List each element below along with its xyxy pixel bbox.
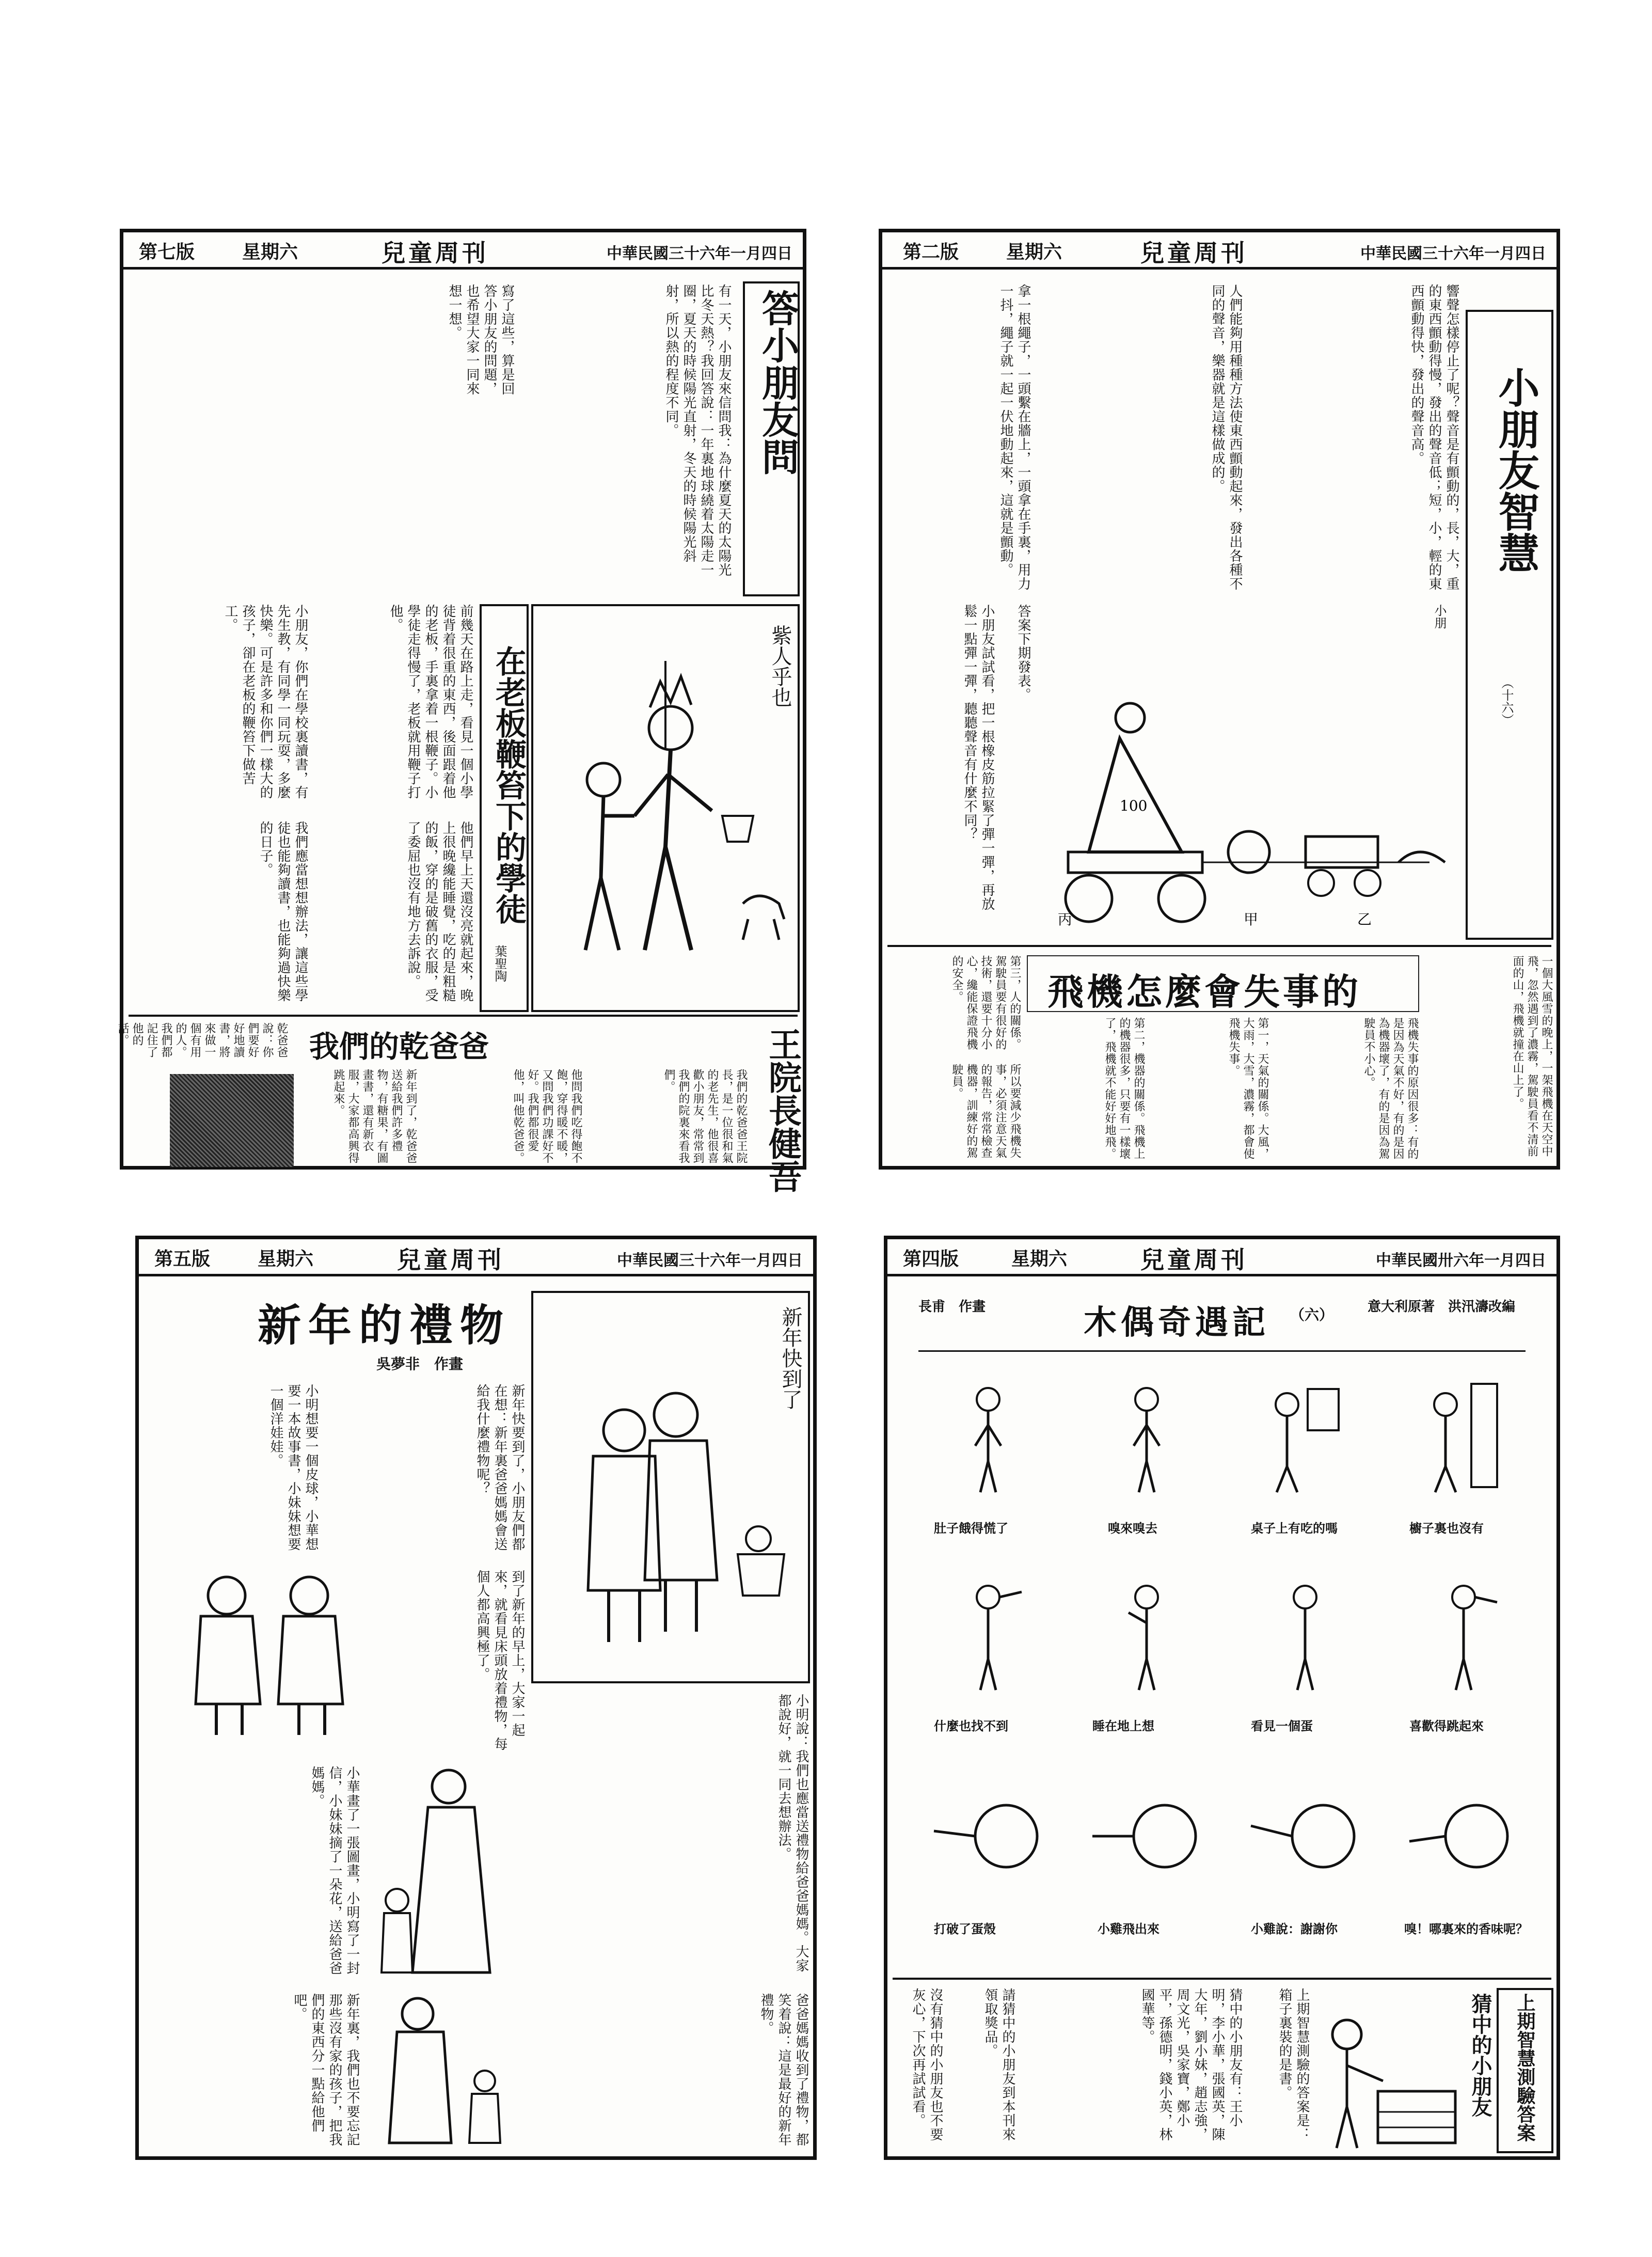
page-1-masthead [123,232,803,270]
column-number: （十六） [1499,676,1514,726]
pulley-diagram [1037,697,1460,935]
comic-caption: 桌子上有吃的嗎 [1251,1521,1338,1536]
text-block: 請猜中的小朋友到本刊來領取獎品。 [982,1988,1015,2141]
text-block: 人們能夠用種種方法使東西顫動起來，發出各種不同的聲音，樂器就是這樣做成的。 [1210,284,1243,591]
text-block: 新年裏，我們也不要忘記那些沒有家的孩子，把我們的東西分一點給他們吧。 [292,1993,360,2146]
feature-title: 新年的禮物 [258,1300,511,1351]
story-title: 我們的乾爸爸 [309,1029,489,1064]
comic-panel [1225,1566,1384,1769]
comic-caption: 什麼也找不到 [934,1718,1008,1733]
text-block: 爸爸媽媽收到了禮物，都笑着說：這是最好的新年禮物。 [758,1993,809,2146]
pinocchio-figure [1123,1384,1170,1497]
text-block: 猜中的小朋友有：王小明，李小華，張國英，陳大年，劉小妹，趙志強，周文光，吳家寶，鄭小平，孫德明，錢小英，林國華等。 [1139,1988,1243,2141]
comic-caption: 嗅！哪裏來的香味呢？ [1404,1921,1528,1936]
text-block: 答案下期發表。 [1015,604,1031,702]
text-block: 新年快要到了，小朋友們都在想：新年裏爸爸媽媽會送給我什麼禮物呢？ [474,1384,525,1551]
comic-caption: 打破了蛋殼 [934,1921,996,1936]
page-2-masthead [882,232,1556,270]
feature-number: （六） [1290,1306,1334,1323]
pinocchio-figure [1415,1384,1507,1497]
diagram-label: 乙 [1357,911,1372,928]
masthead-weekday: 星期六 [1011,1248,1068,1270]
story-subtitle: 王院長健吾 [763,1028,802,1193]
mother-child-illustration [366,1766,521,1993]
masthead-edition: 第七版 [139,241,195,263]
comic-caption: 小雞飛出來 [1098,1921,1159,1936]
text-block: 第三，人的關係。駕駛員要有很好的技術，還要十分小心，纔能保證飛機的安全。 [950,955,1021,1050]
page-4-masthead [887,1239,1556,1276]
text-block: 飛機失事的原因很多：有的是因為天氣不好，有的是因為機器壞了，有的是因為駕駛員不小心。 [1362,1017,1419,1160]
comic-panel [908,1566,1067,1769]
apprentice-illustration [536,661,795,1002]
text-block: 小明說：我們也應當送禮物給爸爸媽媽。大家都說好，就一同去想辦法。 [776,1694,809,1972]
feature-byline: 吳夢非 作畫 [376,1355,464,1372]
masthead-weekday: 星期六 [258,1248,314,1270]
text-block: 所以要減少飛機失事，必須注意天氣的報告，常常檢查機器，訓練好的駕駛員。 [950,1064,1021,1159]
comic-panel [1067,1363,1225,1566]
comic-caption: 嗅來嗅去 [1108,1521,1157,1536]
pinocchio-face [1404,1785,1523,1888]
text-block: 有一天，小朋友來信問我：為什麼夏天的太陽光比冬天熱？我回答說：一年裏地球繞着太陽走一圈，夏天的時候陽光直射，冬天的時候陽光斜射，所以熱的程度不同。 [663,284,732,577]
diagram-label: 丙 [1058,911,1073,928]
comic-caption: 看見一個蛋 [1251,1718,1313,1733]
diagram-label: 甲 [1244,911,1259,928]
masthead-title: 兒童周刊 [1140,1246,1248,1274]
newspaper-page-2 [879,229,1560,1170]
page-3-masthead [139,1239,813,1276]
pinocchio-figure [949,1582,1027,1695]
masthead-edition: 第五版 [154,1248,211,1270]
text-block: 我們應當想想辦法，讓這些學徒也能夠讀書，也能夠過快樂的日子。 [258,821,308,1002]
text-block: 小明想要一個皮球，小華想要一本故事書，小妹妹想要一個洋娃娃。 [268,1384,319,1551]
comic-caption: 小雞說：謝謝你 [1251,1921,1338,1936]
grandfather-illustration [366,1993,521,2148]
text-block: 第一，天氣的關係。大風，大雨，大雪，濃霧，都會使飛機失事。 [1227,1017,1269,1160]
newspaper-page-1 [116,229,806,1193]
credits-left: 長甫 作畫 [918,1299,986,1315]
pinocchio-face [929,1785,1047,1888]
text-block: 新年到了，乾爸爸送給我們許多禮物，有糖果，有圖畫書，還有新衣服，大家都高興得跳起來。 [332,1069,417,1164]
comic-caption: 喜歡得跳起來 [1409,1718,1484,1733]
text-block: 他問我們吃得飽不飽，穿得暖不暖，又問我們功課好不好。我們都很愛他，叫他乾爸爸。 [512,1069,582,1164]
comic-panel [1384,1769,1542,1972]
masthead-title: 兒童周刊 [397,1246,504,1274]
text-block: 第二，機器的關係。飛機上的機器很多，只要有一樣壞了，飛機就不能好好地飛。 [1103,1017,1145,1160]
section-divider [887,945,1551,947]
credits-right: 意大利原著 洪汛濤改編 [1368,1299,1516,1315]
masthead-date: 中華民國三十六年一月四日 [1360,245,1546,263]
qa-column-title: 答小朋友問 [756,289,800,475]
masthead-edition: 第二版 [903,241,959,263]
text-block: 寫了這些，算是回答小朋友的問題，也希望大家一同來想一想。 [447,284,515,396]
boy-with-box-illustration [1316,2014,1460,2153]
comic-panel [1067,1566,1225,1769]
comic-panel [1225,1363,1384,1566]
pinocchio-figure [1266,1582,1344,1695]
article-author: 葉聖陶 [493,945,507,982]
comic-panel [1225,1769,1384,1972]
column-author: 小朋 [1432,604,1447,629]
feature-title: 飛機怎麼會失事的 [1047,970,1361,1013]
text-block: 前幾天在路上走，看見一個小學徒背着很重的東西，後面跟着他的老板，手裏拿着一根鞭子。小學徒走得慢了，老板就用鞭子打他。 [388,604,473,799]
newspaper-page-3 [135,1236,817,2160]
masthead-edition: 第四版 [903,1248,959,1270]
comic-caption: 肚子餓得慌了 [934,1521,1008,1536]
text-block: 一個大風雪的晚上，一架飛機在天空中飛，忽然遇到了濃霧，駕駛員看不清前面的山，飛機就撞在山上了。 [1511,955,1553,1157]
pinocchio-figure [1425,1582,1502,1695]
masthead-date: 中華民國三十六年一月四日 [607,245,792,263]
masthead-title: 兒童周刊 [382,239,489,267]
illustration-caption: 紫人乎也 [768,625,792,707]
comic-panel [1384,1363,1542,1566]
pinocchio-figure [1256,1384,1349,1497]
text-block: 小華畫了一張圖畫，小明寫了一封信，小妹妹摘了一朵花，送給爸爸媽媽。 [309,1766,360,1975]
text-block: 拿一根繩子，一頭繫在牆上，一頭拿在手裏，用力一抖，繩子就一起一伏地動起來，這就是顫動。 [998,284,1031,591]
section-divider [129,1015,798,1017]
comic-panel [908,1363,1067,1566]
text-block: 到了新年的早上，大家一起來，就看見床頭放着禮物，每個人都高興極了。 [474,1570,525,1751]
pinocchio-figure [1108,1582,1185,1695]
newspaper-page-4 [884,1236,1560,2160]
section-divider [893,1978,1551,1980]
comic-caption: 櫥子裏也沒有 [1409,1521,1484,1536]
text-block: 他們早上天還沒亮就起來，晚上很晚纔能睡覺，吃的是粗糙的飯，穿的是破舊的衣服，受了委屈也沒有地方去訴說。 [405,821,473,1002]
comic-panel [1067,1769,1225,1972]
pinocchio-face [1246,1785,1364,1888]
column-title: 小朋友智慧 [1491,367,1540,573]
masthead-date: 中華民國卅六年一月四日 [1376,1252,1546,1270]
text-block: 沒有猜中的小朋友也不要灰心，下次再試試看。 [910,1988,943,2141]
masthead-title: 兒童周刊 [1140,239,1248,267]
comic-caption: 睡在地上想 [1092,1718,1154,1733]
comic-grid [908,1363,1543,1972]
photo-halftone [170,1074,294,1167]
text-block: 上期智慧測驗的答案是：箱子裏裝的是書。 [1277,1988,1310,2141]
text-block: 小朋友，你們在學校裏讀書，有先生教，有同學一同玩耍，多麼快樂。可是許多和你們一樣大的孩子，卻在老板的鞭笞下做苦工。 [223,604,308,799]
feature-title: 木偶奇遇記 [1084,1303,1269,1342]
pinocchio-figure [965,1384,1011,1497]
article-title: 在老板鞭笞下的學徒 [490,645,527,924]
masthead-weekday: 星期六 [242,241,298,263]
answer-subtitle: 猜中的小朋友 [1468,1993,1492,2117]
masthead-date: 中華民國三十六年一月四日 [617,1252,803,1270]
comic-panel [908,1769,1067,1972]
text-block: 響聲怎樣停止了呢？聲音是有顫動的，長，大，重的東西顫動得慢，發出的聲音低；短，小，輕的東西顫動得快，發出的聲音高。 [1409,284,1459,591]
diagram-label: 100 [1120,797,1148,814]
two-boys-illustration [170,1570,376,1745]
pinocchio-face [1087,1785,1206,1888]
answer-title: 上期智慧測驗答案 [1514,1993,1536,2142]
text-block: 乾爸爸說：你們要好好地讀書，將來做一個有用的人。我們都記住了他的話。 [116,1022,288,1058]
title-underline [918,1350,1526,1352]
children-illustration [542,1374,800,1673]
masthead-weekday: 星期六 [1006,241,1062,263]
illustration-caption: 新年快到了 [779,1306,802,1410]
text-block: 小朋友試試看，把一根橡皮筋拉緊了彈一彈，再放鬆一點彈一彈，聽聽聲音有什麼不同？ [962,604,995,911]
text-block: 我們的乾爸爸王院長，是一位很和氣的老先生，他很喜歡小朋友，常常到我們的院裏來看我們。 [662,1069,748,1164]
comic-panel [1384,1566,1542,1769]
